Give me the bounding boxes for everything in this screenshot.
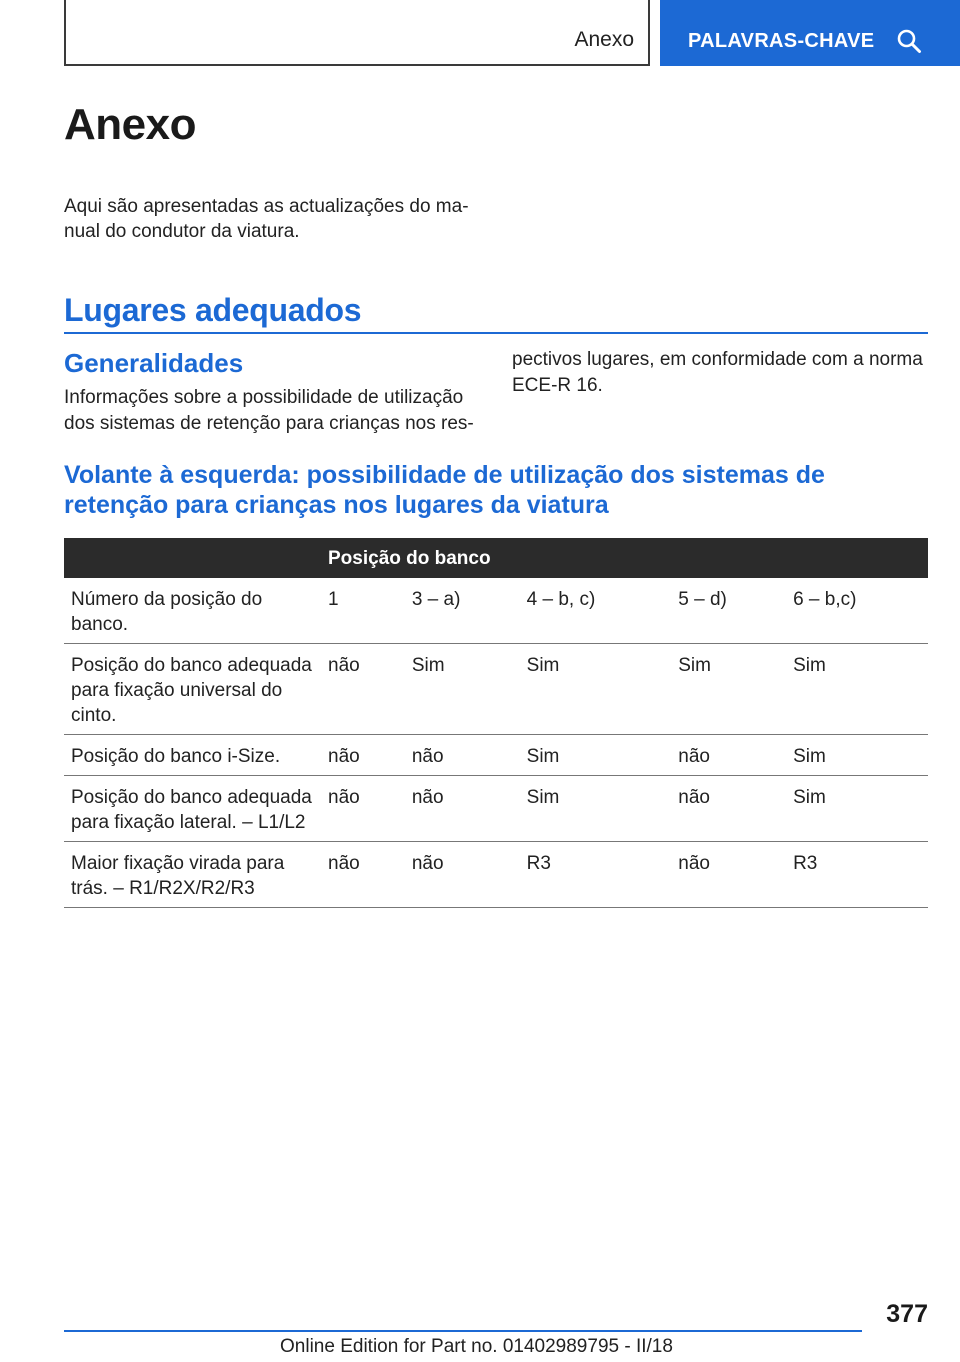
- table-cell: não: [405, 776, 520, 842]
- subheading: Generalidades: [64, 348, 244, 378]
- table-row: [64, 842, 928, 908]
- table-cell: não: [321, 644, 405, 735]
- table-cell: 6 – b,c): [786, 578, 928, 644]
- table-row-label: Número da posição do banco.: [64, 578, 321, 644]
- page-title: Anexo: [64, 100, 196, 149]
- table-cell: R3: [520, 842, 672, 908]
- table-cell: R3: [786, 842, 928, 908]
- table-cell: 5 – d): [671, 578, 786, 644]
- table-cell: Sim: [520, 776, 672, 842]
- table-row: [64, 735, 928, 776]
- body-text-left: Informações sobre a possibilidade de utilização dos sistemas de retenção para crianças nos res-: [64, 387, 474, 434]
- body-text-right: pectivos lugares, em conformidade com a norma ECE-R 16.: [512, 349, 923, 396]
- table-row-label: Posição do banco i-Size.: [64, 735, 321, 776]
- table-cell: Sim: [786, 644, 928, 735]
- table-row: [64, 644, 928, 735]
- table-cell: não: [321, 735, 405, 776]
- table-cell: não: [405, 842, 520, 908]
- table-cell: não: [321, 842, 405, 908]
- table-row-label: Posição do banco adequada para fixação lateral. – L1/L2: [64, 776, 321, 842]
- table-row: [64, 578, 928, 644]
- section-heading: Lugares adequados: [64, 292, 362, 328]
- table-cell: não: [405, 735, 520, 776]
- table-row-label: Maior fixação virada para trás. – R1/R2X/R2/R3: [64, 842, 321, 908]
- section-tab-label: Anexo: [574, 28, 634, 51]
- top-bar: [0, 0, 960, 66]
- table-cell: não: [671, 842, 786, 908]
- intro-text: Aqui são apresentadas as actualizações do manual do condutor da viatura.: [64, 196, 469, 242]
- page-number: 377: [886, 1300, 928, 1328]
- table-row: [64, 776, 928, 842]
- table-cell: não: [321, 776, 405, 842]
- section-divider: [64, 332, 928, 334]
- table-cell: 3 – a): [405, 578, 520, 644]
- table-cell: Sim: [520, 644, 672, 735]
- section-tab[interactable]: [64, 0, 650, 66]
- table-cell: Sim: [520, 735, 672, 776]
- table-row-label: Posição do banco adequada para fixação universal do cinto.: [64, 644, 321, 735]
- table-header-cell: [64, 538, 321, 578]
- table-cell: Sim: [786, 776, 928, 842]
- table-header-row: [64, 538, 928, 578]
- keywords-button[interactable]: [660, 0, 960, 66]
- keywords-label: PALAVRAS-CHAVE: [688, 30, 875, 52]
- table-cell: não: [671, 735, 786, 776]
- footer-divider: [64, 1330, 862, 1332]
- edition-footer: Online Edition for Part no. 01402989795 - II/18: [280, 1336, 673, 1357]
- table-heading: Volante à esquerda: possibilidade de utilização dos sistemas de retenção para crianças nos lugares da viatura: [64, 461, 825, 519]
- table-cell: Sim: [405, 644, 520, 735]
- table-cell: 4 – b, c): [520, 578, 672, 644]
- table-cell: não: [671, 776, 786, 842]
- table-header-cell: Posição do banco: [321, 538, 928, 578]
- table-cell: Sim: [671, 644, 786, 735]
- search-icon: [896, 28, 922, 54]
- seat-table: [64, 538, 928, 908]
- table-cell: 1: [321, 578, 405, 644]
- table-cell: Sim: [786, 735, 928, 776]
